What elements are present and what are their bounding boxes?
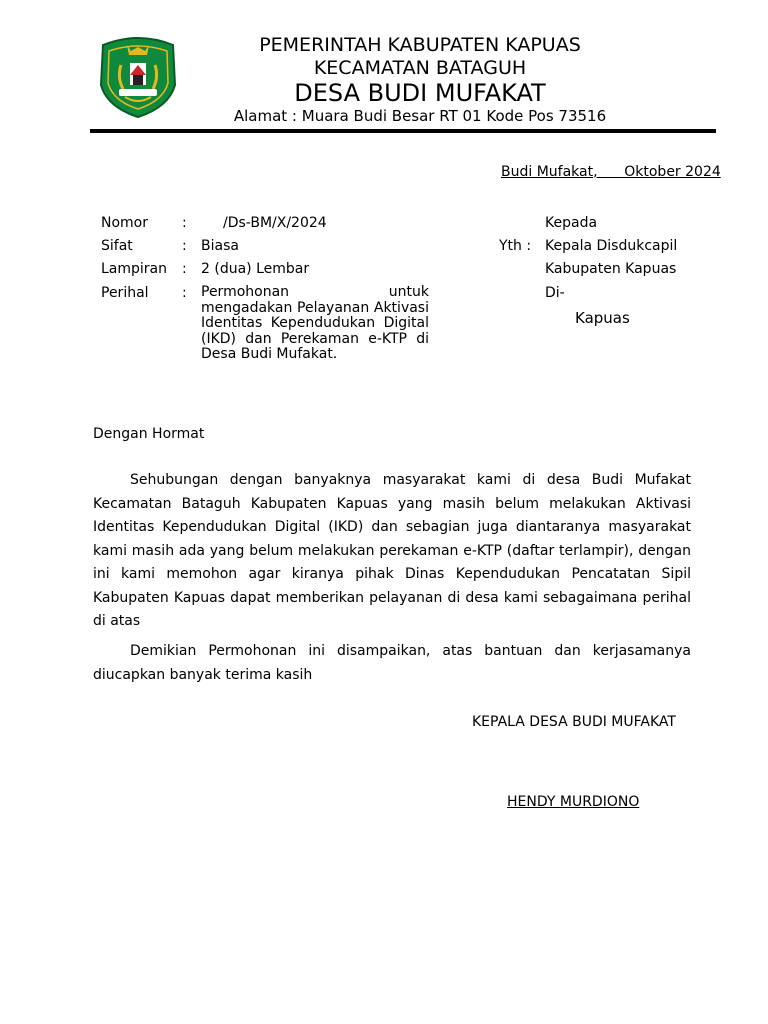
recipient-yth: Yth :: [499, 238, 532, 254]
lampiran-value: 2 (dua) Lembar: [201, 261, 310, 277]
letterhead-district-line: KECAMATAN BATAGUH: [313, 57, 527, 79]
body-paragraph-2: Demikian Permohonan ini disampaikan, atas bantuan dan kerjasamanya diucapkan banyak terima kasih: [93, 643, 691, 683]
sifat-value: Biasa: [201, 238, 239, 254]
letterhead-address: Alamat : Muara Budi Besar RT 01 Kode Pos 73516: [233, 107, 607, 125]
recipient-line2: Kabupaten Kapuas: [545, 261, 677, 277]
lampiran-colon: :: [182, 261, 187, 277]
recipient-line4: Kapuas: [575, 309, 630, 327]
nomor-label: Nomor: [101, 215, 148, 231]
signature-title: KEPALA DESA BUDI MUFAKAT: [472, 714, 676, 730]
nomor-value: /Ds-BM/X/2024: [223, 215, 327, 231]
perihal-label: Perihal: [101, 285, 149, 301]
body-paragraph-1: Sehubungan dengan banyaknya masyarakat kami di desa Budi Mufakat Kecamatan Bataguh Kabupaten Kapuas yang masih belum melakukan Aktivasi Identitas Kependudukan Digital (IKD) dan sebagian juga diantaranya masyarakat kami masih ada yang belum melakukan perekaman e-KTP (daftar terlampir), dengan ini kami memohon agar kiranya pihak Dinas Kependudukan Pencatatan Sipil Kabupaten Kapuas dapat memberikan pelayanan di desa kami sebagaimana perihal di atas: [93, 472, 691, 629]
greeting: Dengan Hormat: [93, 426, 205, 442]
recipient-line3: Di-: [545, 285, 565, 301]
perihal-colon: :: [182, 285, 187, 301]
regency-emblem-logo: [97, 35, 179, 119]
letterhead-village-title: DESA BUDI MUFAKAT: [294, 79, 546, 107]
lampiran-label: Lampiran: [101, 261, 168, 277]
sifat-label: Sifat: [101, 238, 133, 254]
nomor-colon: :: [182, 215, 187, 231]
letterhead-divider: [90, 129, 716, 133]
letterhead-government-line: PEMERINTAH KABUPATEN KAPUAS: [259, 34, 581, 56]
recipient-kepada: Kepada: [545, 215, 598, 231]
perihal-value: Permohonan untuk mengadakan Pelayanan Aktivasi Identitas Kependudukan Digital (IKD) dan Perekaman e-KTP di Desa Budi Mufakat.: [201, 284, 429, 362]
recipient-line1: Kepala Disdukcapil: [545, 238, 678, 254]
letter-date: Budi Mufakat, Oktober 2024: [501, 164, 721, 180]
sifat-colon: :: [182, 238, 187, 254]
signature-name: HENDY MURDIONO: [507, 794, 640, 810]
